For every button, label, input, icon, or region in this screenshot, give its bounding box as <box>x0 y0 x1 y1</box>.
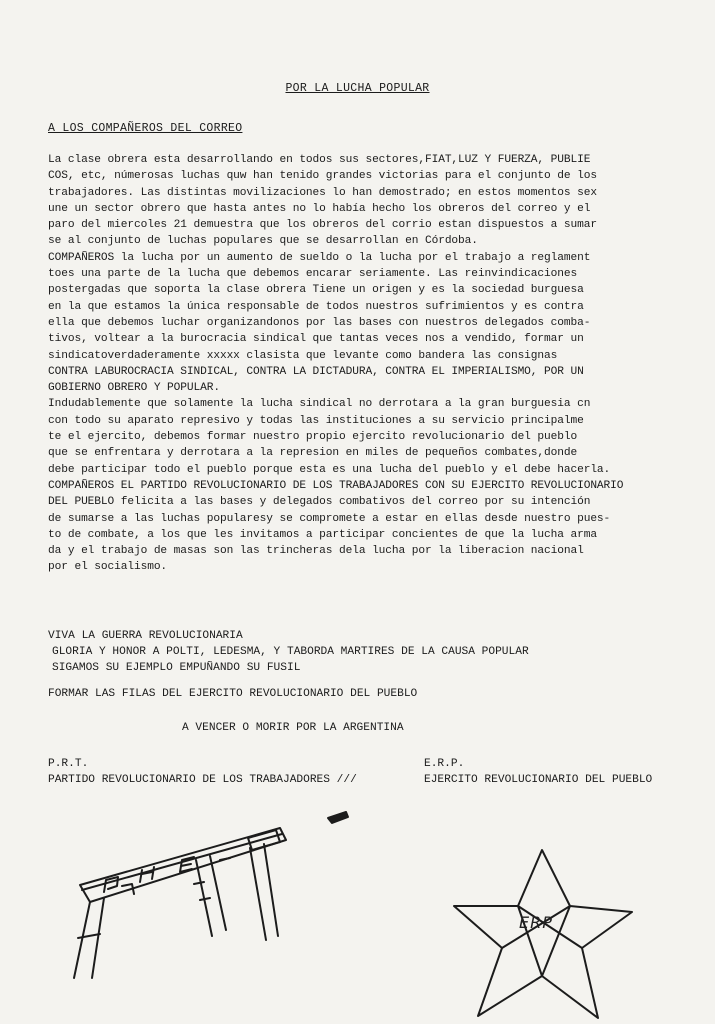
star-label: ERP <box>519 913 553 932</box>
body-line: se al conjunto de luchas populares que se desarrollan en Córdoba. <box>48 235 478 248</box>
body-line: paro del miercoles 21 demuestra que los obreros del corrio estan dispuestos a sumar <box>48 219 597 232</box>
body-line: con todo su aparato represivo y todas las instituciones a su servicio principalme <box>48 414 584 427</box>
body-line: en la que estamos la única responsable de todos nuestros sufrimientos y es contra <box>48 300 584 313</box>
page-title: POR LA LUCHA POPULAR <box>285 82 430 95</box>
body-line: to de combate, a los que les invitamos a participar concientes de que la lucha arma <box>48 528 597 541</box>
body-line: COS, etc, númerosas luchas quw han tenido grandes victorias para el conjunto de los <box>48 170 597 183</box>
body-line: CONTRA LABUROCRACIA SINDICAL, CONTRA LA DICTADURA, CONTRA EL IMPERIALISMO, POR UN <box>48 365 584 378</box>
body-line: debe participar todo el pueblo porque esta es una lucha del pueblo y el debe hacerla. <box>48 463 611 476</box>
slogans <box>48 628 529 676</box>
slogan-line: VIVA LA GUERRA REVOLUCIONARIA <box>48 630 243 642</box>
body-line: por el socialismo. <box>48 561 168 574</box>
slogan-line: GLORIA Y HONOR A POLTI, LEDESMA, Y TABORDA MARTIRES DE LA CAUSA POPULAR <box>52 646 529 658</box>
body-line: toes una parte de la lucha que debemos encarar seriamente. Las reinvindicaciones <box>48 268 578 281</box>
body-line: da y el trabajo de masas son las trincheras dela lucha por la liberacion nacional <box>48 545 584 558</box>
body-line: GOBIERNO OBRERO Y POPULAR. <box>48 382 220 395</box>
slogan-form: FORMAR LAS FILAS DEL EJERCITO REVOLUCIONARIO DEL PUEBLO <box>48 688 418 700</box>
body-line: Indudablemente que solamente la lucha sindical no derrotara a la gran burguesia cn <box>48 398 591 411</box>
rifle-drawing-icon <box>70 790 370 980</box>
slogan-final: A VENCER O MORIR POR LA ARGENTINA <box>182 722 404 734</box>
signature-erp <box>424 756 652 788</box>
body-line: te el ejercito, debemos formar nuestro propio ejercito revolucionario del pueblo <box>48 431 578 444</box>
body-line: ella que debemos luchar organizandonos por las bases con nuestros delegados comba- <box>48 316 591 329</box>
body-line: sindicatoverdaderamente xxxxx clasista que levante como bandera las consignas <box>48 349 558 362</box>
body-line: une un sector obrero que hasta antes no lo había hecho los obreros del correo y el <box>48 202 591 215</box>
body-line: trabajadores. Las distintas movilizaciones lo han demostrado; en estos momentos sex <box>48 186 597 199</box>
signature-prt-abbr: P.R.T. <box>48 758 89 770</box>
body-line: COMPAÑEROS la lucha por un aumento de sueldo o la lucha por el trabajo a reglament <box>48 251 591 264</box>
signature-erp-name: EJERCITO REVOLUCIONARIO DEL PUEBLO <box>424 774 653 786</box>
signature-erp-abbr: E.R.P. <box>424 758 465 770</box>
erp-star-icon <box>448 848 638 1024</box>
body-line: COMPAÑEROS EL PARTIDO REVOLUCIONARIO DE LOS TRABAJADORES CON SU EJERCITO REVOLUCIONARIO <box>48 479 624 492</box>
signature-prt-name: PARTIDO REVOLUCIONARIO DE LOS TRABAJADORES /// <box>48 774 357 786</box>
body-line: DEL PUEBLO felicita a las bases y delegados combativos del correo por su intención <box>48 496 591 509</box>
addressee-heading: A LOS COMPAÑEROS DEL CORREO <box>48 122 243 135</box>
body-text <box>48 152 688 576</box>
body-line: que se enfrentara y derrotara a la represion en miles de pequeños combates,donde <box>48 447 578 460</box>
body-line: de sumarse a las luchas popularesy se compromete a estar en ellas desde nuestro pues- <box>48 512 611 525</box>
body-line: tivos, voltear a la burocracia sindical que tantas veces nos a vendido, formar un <box>48 333 584 346</box>
body-line: La clase obrera esta desarrollando en todos sus sectores,FIAT,LUZ Y FUERZA, PUBLIE <box>48 154 591 166</box>
signature-prt <box>48 756 357 788</box>
body-line: postergadas que soporta la clase obrera Tiene un origen y es la sociedad burguesa <box>48 284 584 297</box>
slogan-line: SIGAMOS SU EJEMPLO EMPUÑANDO SU FUSIL <box>52 662 301 674</box>
